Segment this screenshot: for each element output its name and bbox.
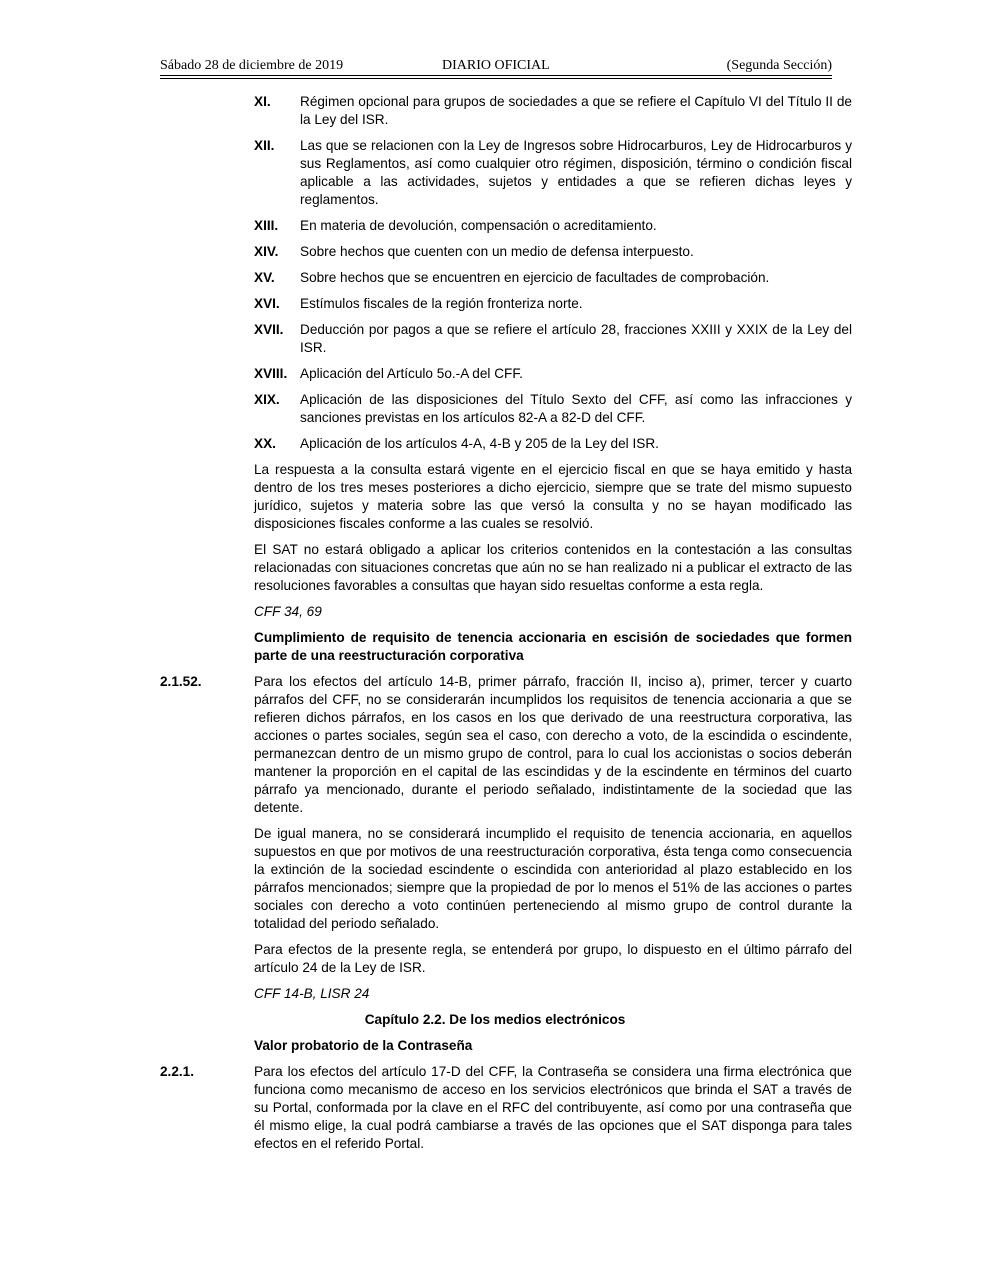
rule-2-1-52	[0, 673, 990, 817]
list-text: Régimen opcional para grupos de sociedades a que se refiere el Capítulo VI del Título II de la Ley del ISR.	[300, 94, 852, 127]
list-text: Estímulos fiscales de la región fronteriza norte.	[300, 296, 583, 311]
legal-reference: CFF 34, 69	[254, 604, 322, 619]
list-number: XV.	[254, 270, 275, 285]
paragraph-consulta-vigencia: La respuesta a la consulta estará vigente en el ejercicio fiscal en que se haya emitido y hasta dentro de los tres meses posteriores a dicho ejercicio, siempre que se trate del mismo supuesto jurídico, sujetos y materia sobre las que versó la consulta y no se hayan modificado las disposiciones fiscales conforme a las cuales se resolvió.	[254, 462, 852, 531]
list-text: Sobre hechos que cuenten con un medio de defensa interpuesto.	[300, 244, 694, 259]
list-text: Aplicación de las disposiciones del Título Sexto del CFF, así como las infracciones y sanciones previstas en los artículos 82-A a 82-D del CFF.	[300, 392, 852, 425]
list-text: En materia de devolución, compensación o acreditamiento.	[300, 218, 657, 233]
rule-paragraph: Para los efectos del artículo 17-D del CFF, la Contraseña se considera una firma electrónica que funciona como mecanismo de acceso en los servicios electrónicos que brinda el SAT a través de su Portal, conformada por la clave en el RFC del contribuyente, así como por una contraseña que él mismo elige, la cual podrá cambiarse a través de las opciones que el SAT disponga para tales efectos en el referido Portal.	[254, 1064, 852, 1151]
list-number: XI.	[254, 94, 271, 109]
list-item	[254, 295, 852, 313]
list-number: XIX.	[254, 392, 280, 407]
rule-heading: Cumplimiento de requisito de tenencia accionaria en escisión de sociedades que formen parte de una reestructuración corporativa	[254, 630, 852, 663]
list-item	[254, 269, 852, 287]
list-item	[254, 243, 852, 261]
list-item	[254, 137, 852, 209]
rule-paragraph: Para los efectos del artículo 14-B, primer párrafo, fracción II, inciso a), primer, tercer y cuarto párrafos del CFF, no se considerarán incumplidos los requisitos de tenencia accionaria a que se refieren dichos párrafos, en los casos en los que derivado de una reestructura corporativa, las acciones o partes sociales, según sea el caso, con derecho a voto, de la escindida o escindente, permanezcan dentro de un mismo grupo de control, para lo cual los accionistas o socios deberán mantener la proporción en el capital de las escindidas y de la escindente en términos del cuarto párrafo ya mencionado, durante el periodo señalado, indistintamente de la sociedad que las detente.	[254, 674, 852, 815]
list-item	[254, 365, 852, 383]
list-text: Deducción por pagos a que se refiere el artículo 28, fracciones XXIII y XXIX de la Ley del ISR.	[300, 322, 852, 355]
document-body	[0, 93, 990, 1161]
header-title: DIARIO OFICIAL	[442, 58, 550, 73]
header-rule-bottom	[160, 78, 832, 79]
list-text: Sobre hechos que se encuentren en ejercicio de facultades de comprobación.	[300, 270, 770, 285]
paragraph-sat-criterios: El SAT no estará obligado a aplicar los criterios contenidos en la contestación a las consultas relacionadas con situaciones concretas que aún no se han realizado ni a publicar el extracto de las resoluciones favorables a consultas que hayan sido resueltas conforme a esta regla.	[254, 542, 852, 593]
list-number: XIII.	[254, 218, 279, 233]
list-number: XIV.	[254, 244, 279, 259]
rule-paragraph: Para efectos de la presente regla, se entenderá por grupo, lo dispuesto en el último párrafo del artículo 24 de la Ley de ISR.	[254, 942, 852, 975]
list-number: XII.	[254, 138, 275, 153]
legal-reference: CFF 14-B, LISR 24	[254, 986, 370, 1001]
list-item	[254, 217, 852, 235]
list-item	[254, 93, 852, 129]
list-number: XVII.	[254, 322, 284, 337]
rule-paragraph: De igual manera, no se considerará incumplido el requisito de tenencia accionaria, en aquellos supuestos en que por motivos de una reestructuración corporativa, ésta tenga como consecuencia la extinción de la sociedad escindente o escindida con anterioridad al plazo establecido en los párrafos mencionados; siempre que la propiedad de por lo menos el 51% de las acciones o partes sociales con derecho a voto continúen perteneciendo al mismo grupo de control durante la totalidad del periodo señalado.	[254, 826, 852, 931]
list-number: XVI.	[254, 296, 280, 311]
list-text: Las que se relacionen con la Ley de Ingresos sobre Hidrocarburos, Ley de Hidrocarburos y sus Reglamentos, así como cualquier otro régimen, disposición, término o condición fiscal aplicable a las actividades, sujetos y entidades a que se refieren dichas leyes y reglamentos.	[300, 138, 852, 207]
list-number: XVIII.	[254, 366, 288, 381]
header-section: (Segunda Sección)	[726, 58, 832, 73]
header-rule-top	[160, 75, 832, 76]
rule-number: 2.1.52.	[160, 674, 202, 689]
header-date: Sábado 28 de diciembre de 2019	[160, 58, 344, 73]
rule-heading: Valor probatorio de la Contraseña	[254, 1038, 473, 1053]
list-item	[254, 321, 852, 357]
list-item	[254, 435, 852, 453]
rule-2-2-1	[0, 1063, 990, 1153]
list-number: XX.	[254, 436, 276, 451]
list-text: Aplicación de los artículos 4-A, 4-B y 205 de la Ley del ISR.	[300, 436, 659, 451]
list-text: Aplicación del Artículo 5o.-A del CFF.	[300, 366, 523, 381]
rule-number: 2.2.1.	[160, 1064, 195, 1079]
list-item	[254, 391, 852, 427]
chapter-title: Capítulo 2.2. De los medios electrónicos	[364, 1012, 626, 1027]
